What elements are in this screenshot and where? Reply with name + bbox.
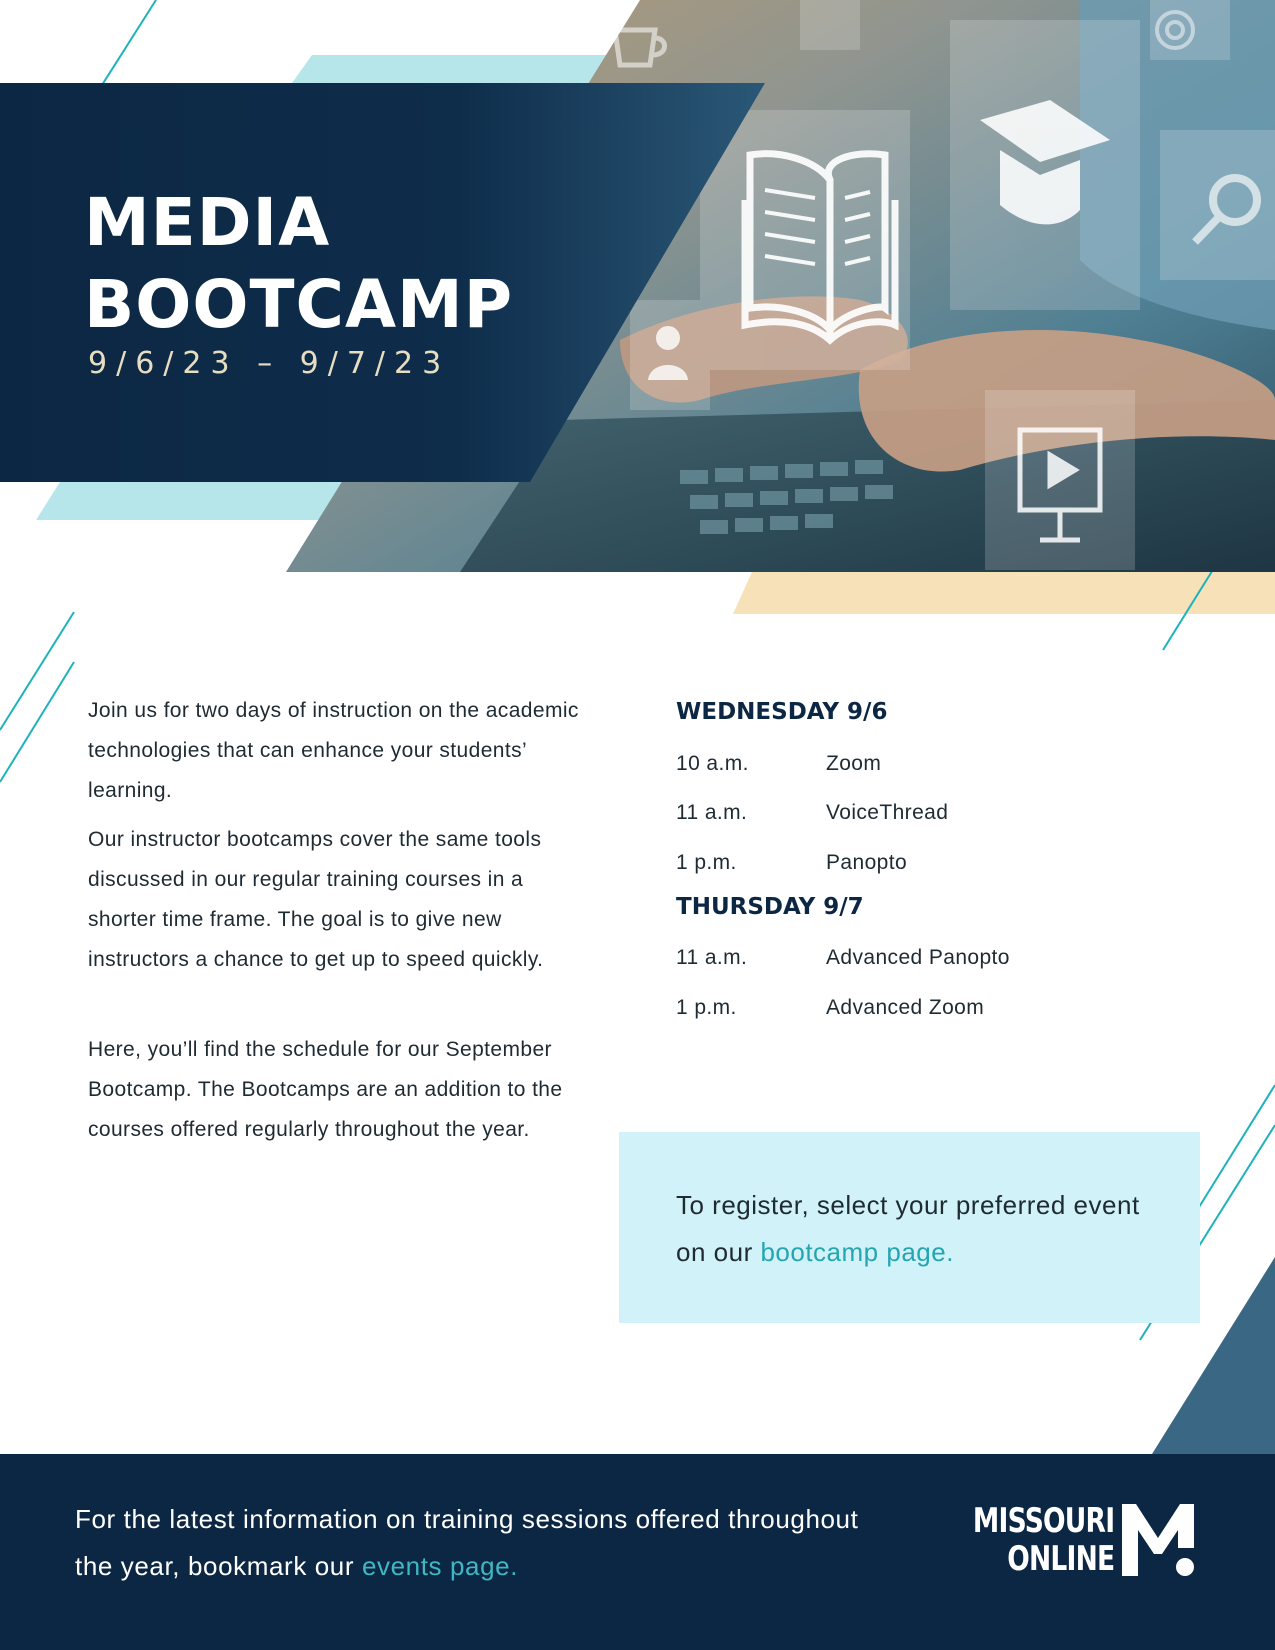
logo-text-online: ONLINE: [1006, 1539, 1114, 1579]
session-time: 1 p.m.: [676, 851, 737, 874]
footer-text: [75, 1496, 875, 1590]
events-page-link[interactable]: events page.: [361, 1551, 519, 1581]
schedule-row: [676, 993, 1096, 1023]
session-topic: Panopto: [826, 851, 908, 874]
title-line-1: MEDIA: [84, 184, 331, 261]
missouri-online-logo-icon: [1122, 1504, 1194, 1576]
title-line-2: BOOTCAMP: [84, 266, 514, 343]
session-topic: Advanced Panopto: [826, 946, 1010, 969]
bootcamp-page-link[interactable]: bootcamp page.: [760, 1237, 954, 1267]
session-topic: Advanced Zoom: [826, 996, 985, 1019]
session-time: 11 a.m.: [676, 801, 748, 824]
session-time: 10 a.m.: [676, 752, 749, 775]
intro-paragraph-3: Here, you’ll find the schedule for our September Bootcamp. The Bootcamps are an addition to the courses offered regularly throughout the year.: [88, 1038, 563, 1141]
intro-paragraph-1: Join us for two days of instruction on the academic technologies that can enhance your students’ learning.: [88, 699, 579, 802]
register-text: [676, 1182, 1176, 1276]
session-topic: Zoom: [826, 752, 882, 775]
event-dates: 9/6/23 – 9/7/23: [88, 346, 451, 381]
schedule-row: [676, 749, 1096, 779]
page-title: [84, 182, 513, 346]
register-text-prefix: To register, select your preferred event on our: [676, 1190, 1140, 1267]
intro-paragraph-2: Our instructor bootcamps cover the same tools discussed in our regular training courses in a shorter time frame. The goal is to give new instructors a chance to get up to speed quickly.: [88, 828, 544, 971]
schedule-row: [676, 798, 1096, 828]
schedule-row: [676, 848, 1096, 878]
schedule-day-heading: THURSDAY 9/7: [676, 894, 864, 920]
schedule-row: [676, 943, 1096, 973]
footer-text-prefix: For the latest information on training sessions offered throughout the year, bookmark our: [75, 1504, 859, 1581]
session-time: 11 a.m.: [676, 946, 748, 969]
tan-band: [733, 572, 1275, 614]
schedule-day-heading: WEDNESDAY 9/6: [676, 699, 888, 725]
logo-text-missouri: MISSOURI: [972, 1501, 1114, 1541]
session-time: 1 p.m.: [676, 996, 737, 1019]
session-topic: VoiceThread: [826, 801, 949, 824]
